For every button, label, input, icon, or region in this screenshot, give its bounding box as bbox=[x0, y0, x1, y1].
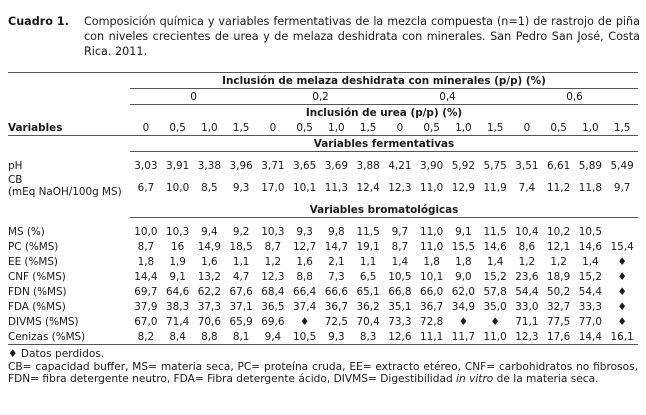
data-cell: 65,9 bbox=[229, 315, 253, 328]
data-cell: ♦ bbox=[617, 255, 627, 268]
data-row-fdn bbox=[8, 284, 638, 299]
urea-level: 1,0 bbox=[321, 120, 353, 136]
data-cell: 3,91 bbox=[166, 159, 190, 172]
data-cell: 1,9 bbox=[169, 255, 186, 268]
section-row-bromatologicas bbox=[8, 202, 638, 218]
data-cell: 11,7 bbox=[448, 329, 480, 345]
melaza-level: 0 bbox=[130, 89, 257, 105]
data-cell: 14,4 bbox=[575, 329, 607, 345]
data-cell: 9,4 bbox=[257, 329, 289, 345]
data-cell: 15,2 bbox=[578, 270, 602, 283]
data-cell: 69,6 bbox=[261, 315, 285, 328]
data-cell: 10,3 bbox=[261, 225, 285, 238]
melaza-level: 0,2 bbox=[257, 89, 384, 105]
data-cell: 8,7 bbox=[264, 240, 282, 253]
data-cell: 18,9 bbox=[547, 270, 571, 283]
row-label-line2: (mEq NaOH/100g MS) bbox=[8, 186, 122, 198]
data-cell: 7,4 bbox=[518, 181, 536, 194]
data-cell: 18,5 bbox=[229, 240, 253, 253]
data-cell: 11,0 bbox=[420, 240, 444, 253]
data-cell: 7,3 bbox=[328, 270, 345, 283]
data-cell: 8,3 bbox=[352, 329, 384, 345]
data-cell: 69,7 bbox=[134, 285, 158, 298]
urea-level: 1,5 bbox=[352, 120, 384, 136]
data-cell: 14,9 bbox=[197, 240, 221, 253]
data-cell: 1,2 bbox=[550, 255, 567, 268]
data-cell: 3,88 bbox=[356, 159, 380, 172]
data-cell: 4,7 bbox=[232, 270, 250, 283]
data-cell: 11,9 bbox=[483, 181, 507, 194]
data-cell: 65,1 bbox=[356, 285, 380, 298]
data-cell: 36,7 bbox=[420, 300, 444, 313]
row-label: MS (%) bbox=[8, 225, 45, 238]
data-cell: 3,65 bbox=[293, 159, 317, 172]
data-cell: 37,9 bbox=[134, 300, 158, 313]
row-label: PC (%MS) bbox=[8, 240, 59, 253]
row-label: FDA (%MS) bbox=[8, 300, 66, 313]
data-cell: 62,2 bbox=[197, 285, 221, 298]
data-cell: 16,1 bbox=[606, 329, 638, 345]
melaza-level: 0,6 bbox=[511, 89, 638, 105]
data-cell: ♦ bbox=[617, 285, 627, 298]
data-cell: 13,2 bbox=[197, 270, 221, 283]
urea-level: 1,0 bbox=[448, 120, 480, 136]
data-cell: 3,69 bbox=[324, 159, 348, 172]
data-cell: 9,4 bbox=[201, 225, 218, 238]
row-label: pH bbox=[8, 159, 23, 172]
data-cell: 12,4 bbox=[356, 181, 380, 194]
data-cell bbox=[606, 224, 638, 239]
row-label: FDN (%MS) bbox=[8, 285, 67, 298]
data-cell: 72,8 bbox=[420, 315, 444, 328]
data-cell: 12,1 bbox=[547, 240, 571, 253]
data-cell: 50,2 bbox=[547, 285, 571, 298]
data-cell: 3,38 bbox=[197, 159, 221, 172]
data-cell: 10,0 bbox=[166, 181, 190, 194]
data-cell: 3,96 bbox=[229, 159, 253, 172]
data-cell: 70,4 bbox=[356, 315, 380, 328]
data-cell: 36,5 bbox=[261, 300, 285, 313]
data-cell: 12,7 bbox=[293, 240, 317, 253]
data-cell: 16 bbox=[171, 240, 185, 253]
data-cell: 11,2 bbox=[547, 181, 571, 194]
data-cell: 5,49 bbox=[610, 159, 634, 172]
data-cell: 8,6 bbox=[518, 240, 536, 253]
data-cell: 9,3 bbox=[232, 181, 250, 194]
section-bromatologicas: Variables bromatológicas bbox=[130, 202, 638, 218]
header-row-urea bbox=[8, 105, 638, 121]
data-cell: 1,2 bbox=[264, 255, 282, 268]
row-label: EE (%MS) bbox=[8, 255, 58, 268]
data-cell: 6,61 bbox=[547, 159, 571, 172]
data-cell: 70,6 bbox=[197, 315, 221, 328]
data-cell: 3,03 bbox=[134, 159, 158, 172]
urea-level: 0,5 bbox=[289, 120, 321, 136]
data-row-ph bbox=[8, 158, 638, 173]
data-cell: ♦ bbox=[617, 300, 627, 313]
urea-level: 1,0 bbox=[575, 120, 607, 136]
data-cell: 10,3 bbox=[166, 225, 190, 238]
data-row-fda bbox=[8, 299, 638, 314]
urea-level: 0,5 bbox=[416, 120, 448, 136]
missing-data-note: ♦ Datos perdidos. bbox=[8, 348, 105, 360]
data-cell: 66,0 bbox=[420, 285, 444, 298]
data-cell: ♦ bbox=[617, 270, 627, 283]
data-cell: 35,0 bbox=[483, 300, 507, 313]
data-cell: 15,5 bbox=[451, 240, 475, 253]
data-cell: 19,1 bbox=[356, 240, 380, 253]
abbreviations-note: CB= capacidad buffer, MS= materia seca, PC= proteína cruda, EE= extracto etéreo, CNF= carbohidratos no fibrosos, FDN= fibra detergente neutro, FDA= Fibra detergente ácido, DIVMS= Digestibilidad in vitro de la materia seca. bbox=[8, 360, 638, 385]
data-cell: 37,1 bbox=[229, 300, 253, 313]
data-cell: 37,3 bbox=[197, 300, 221, 313]
data-cell: 64,6 bbox=[166, 285, 190, 298]
data-cell: 1,4 bbox=[486, 255, 504, 268]
data-cell: 1,6 bbox=[201, 255, 218, 268]
data-cell: 8,8 bbox=[296, 270, 313, 283]
data-cell: 12,3 bbox=[261, 270, 285, 283]
urea-level: 1,5 bbox=[225, 120, 257, 136]
row-label-line1: CB bbox=[8, 174, 23, 186]
data-cell: 3,51 bbox=[515, 159, 539, 172]
data-cell: 73,3 bbox=[388, 315, 412, 328]
data-cell: 4,21 bbox=[388, 159, 412, 172]
data-cell: 1,2 bbox=[518, 255, 536, 268]
data-cell: 23,6 bbox=[515, 270, 539, 283]
data-cell: 9,7 bbox=[391, 225, 409, 238]
data-cell: 17,6 bbox=[543, 329, 575, 345]
data-cell: 54,4 bbox=[578, 285, 602, 298]
urea-level: 0,5 bbox=[543, 120, 575, 136]
data-cell: 1,6 bbox=[296, 255, 313, 268]
data-cell: 8,7 bbox=[137, 240, 155, 253]
data-cell: 9,7 bbox=[613, 181, 631, 194]
data-cell: 38,3 bbox=[166, 300, 190, 313]
data-cell: 3,90 bbox=[420, 159, 444, 172]
data-cell: 77,0 bbox=[578, 315, 602, 328]
data-cell: 12,3 bbox=[388, 181, 412, 194]
data-cell: 36,7 bbox=[324, 300, 348, 313]
section-fermentativas: Variables fermentativas bbox=[130, 136, 638, 152]
data-cell: 5,89 bbox=[578, 159, 602, 172]
data-cell: 11,0 bbox=[420, 225, 444, 238]
data-cell: 1,1 bbox=[232, 255, 250, 268]
data-cell: 1,4 bbox=[391, 255, 409, 268]
data-cell: 9,0 bbox=[455, 270, 472, 283]
data-cell: 10,4 bbox=[515, 225, 539, 238]
data-cell: 66,6 bbox=[324, 285, 348, 298]
urea-level: 0 bbox=[130, 120, 162, 136]
data-cell: 15,2 bbox=[483, 270, 507, 283]
urea-level: 1,5 bbox=[606, 120, 638, 136]
data-cell: 1,8 bbox=[455, 255, 472, 268]
data-cell: 54,4 bbox=[515, 285, 539, 298]
header-row-melaza bbox=[8, 73, 638, 89]
data-cell: 3,71 bbox=[261, 159, 285, 172]
data-cell: 6,7 bbox=[137, 181, 155, 194]
data-cell: 9,3 bbox=[321, 329, 353, 345]
urea-level: 1,0 bbox=[194, 120, 226, 136]
data-cell: 10,5 bbox=[578, 225, 602, 238]
data-cell: 8,7 bbox=[391, 240, 409, 253]
data-cell: 1,4 bbox=[582, 255, 599, 268]
data-cell: 1,1 bbox=[359, 255, 377, 268]
data-cell: 14,7 bbox=[324, 240, 348, 253]
data-cell: 5,75 bbox=[483, 159, 507, 172]
row-label: CNF (%MS) bbox=[8, 270, 66, 283]
data-cell: 11,1 bbox=[416, 329, 448, 345]
data-cell: ♦ bbox=[617, 315, 627, 328]
data-cell: 10,2 bbox=[547, 225, 571, 238]
data-cell: 9,1 bbox=[455, 225, 472, 238]
data-cell: 68,4 bbox=[261, 285, 285, 298]
data-cell: 34,9 bbox=[451, 300, 475, 313]
data-cell: 11,5 bbox=[356, 225, 380, 238]
data-row-divms bbox=[8, 314, 638, 329]
data-cell: 8,5 bbox=[201, 181, 218, 194]
urea-level: 0 bbox=[257, 120, 289, 136]
data-cell: 8,1 bbox=[225, 329, 257, 345]
data-cell: 8,2 bbox=[130, 329, 162, 345]
section-row-fermentativas bbox=[8, 136, 638, 152]
data-cell: 72,5 bbox=[324, 315, 348, 328]
data-cell: 1,8 bbox=[137, 255, 155, 268]
data-cell: 11,5 bbox=[483, 225, 507, 238]
urea-level: 1,5 bbox=[479, 120, 511, 136]
data-cell: 10,1 bbox=[293, 181, 317, 194]
data-cell: 66,4 bbox=[293, 285, 317, 298]
data-cell: 33,3 bbox=[578, 300, 602, 313]
table-notes bbox=[8, 348, 638, 386]
data-cell: 10,5 bbox=[388, 270, 412, 283]
urea-level: 0 bbox=[511, 120, 543, 136]
header-urea: Inclusión de urea (p/p) (%) bbox=[305, 106, 463, 119]
data-cell: ♦ bbox=[458, 315, 469, 328]
data-cell: 37,4 bbox=[293, 300, 317, 313]
data-cell: 10,1 bbox=[420, 270, 444, 283]
data-cell: 12,6 bbox=[384, 329, 416, 345]
data-cell: 2,1 bbox=[328, 255, 345, 268]
header-melaza: Inclusión de melaza deshidrata con minerales (p/p) (%) bbox=[130, 73, 638, 89]
data-row-cb bbox=[8, 173, 638, 202]
data-cell: 71,1 bbox=[515, 315, 539, 328]
row-label bbox=[8, 173, 130, 202]
data-cell: 9,8 bbox=[328, 225, 345, 238]
row-label: Cenizas (%MS) bbox=[8, 329, 130, 345]
data-cell: 35,1 bbox=[388, 300, 412, 313]
data-cell: 11,8 bbox=[578, 181, 602, 194]
data-cell: 67,6 bbox=[229, 285, 253, 298]
data-cell: 10,5 bbox=[289, 329, 321, 345]
data-cell: 14,6 bbox=[483, 240, 507, 253]
data-cell: 15,4 bbox=[610, 240, 634, 253]
data-row-cenizas bbox=[8, 329, 638, 345]
melaza-level: 0,4 bbox=[384, 89, 511, 105]
data-cell: 14,4 bbox=[134, 270, 158, 283]
data-cell: 11,0 bbox=[479, 329, 511, 345]
data-cell: 9,3 bbox=[296, 225, 313, 238]
data-row-ms bbox=[8, 224, 638, 239]
urea-level: 0 bbox=[384, 120, 416, 136]
data-cell: 62,0 bbox=[451, 285, 475, 298]
data-cell: ♦ bbox=[490, 315, 500, 328]
caption-text: Composición química y variables fermentativas de la mezcla compuesta (n=1) de rastrojo de piña con niveles crecientes de urea y de melaza deshidrata con minerales. San Pedro San José, Costa Rica. 2011. bbox=[84, 15, 640, 58]
data-cell: 1,8 bbox=[423, 255, 440, 268]
data-cell: 12,3 bbox=[511, 329, 543, 345]
caption-number: Cuadro 1. bbox=[8, 15, 69, 28]
data-cell: ♦ bbox=[299, 315, 310, 328]
data-cell: 17,0 bbox=[261, 181, 285, 194]
data-cell: 10,0 bbox=[134, 225, 158, 238]
data-cell: 71,4 bbox=[166, 315, 190, 328]
data-cell: 33,0 bbox=[515, 300, 539, 313]
data-cell: 9,2 bbox=[232, 225, 250, 238]
melaza-levels-row bbox=[8, 89, 638, 105]
data-cell: 36,2 bbox=[356, 300, 380, 313]
data-cell: 5,92 bbox=[451, 159, 475, 172]
data-cell: 8,4 bbox=[162, 329, 194, 345]
data-cell: 9,1 bbox=[169, 270, 186, 283]
data-cell: 67,0 bbox=[134, 315, 158, 328]
row-label: DIVMS (%MS) bbox=[8, 315, 79, 328]
data-cell: 32,7 bbox=[547, 300, 571, 313]
data-row-ee bbox=[8, 254, 638, 269]
variables-label: Variables bbox=[8, 120, 130, 136]
data-cell: 57,8 bbox=[483, 285, 507, 298]
data-cell: 14,6 bbox=[578, 240, 602, 253]
data-cell: 11,3 bbox=[324, 181, 348, 194]
data-row-cnf bbox=[8, 269, 638, 284]
data-row-pc bbox=[8, 239, 638, 254]
data-cell: 12,9 bbox=[451, 181, 475, 194]
composition-table bbox=[8, 72, 638, 345]
data-cell: 6,5 bbox=[359, 270, 377, 283]
data-cell: 8,8 bbox=[194, 329, 226, 345]
data-cell: 11,0 bbox=[420, 181, 444, 194]
urea-levels-row bbox=[8, 120, 638, 136]
data-cell: 66,8 bbox=[388, 285, 412, 298]
data-cell: 77,5 bbox=[547, 315, 571, 328]
urea-level: 0,5 bbox=[162, 120, 194, 136]
